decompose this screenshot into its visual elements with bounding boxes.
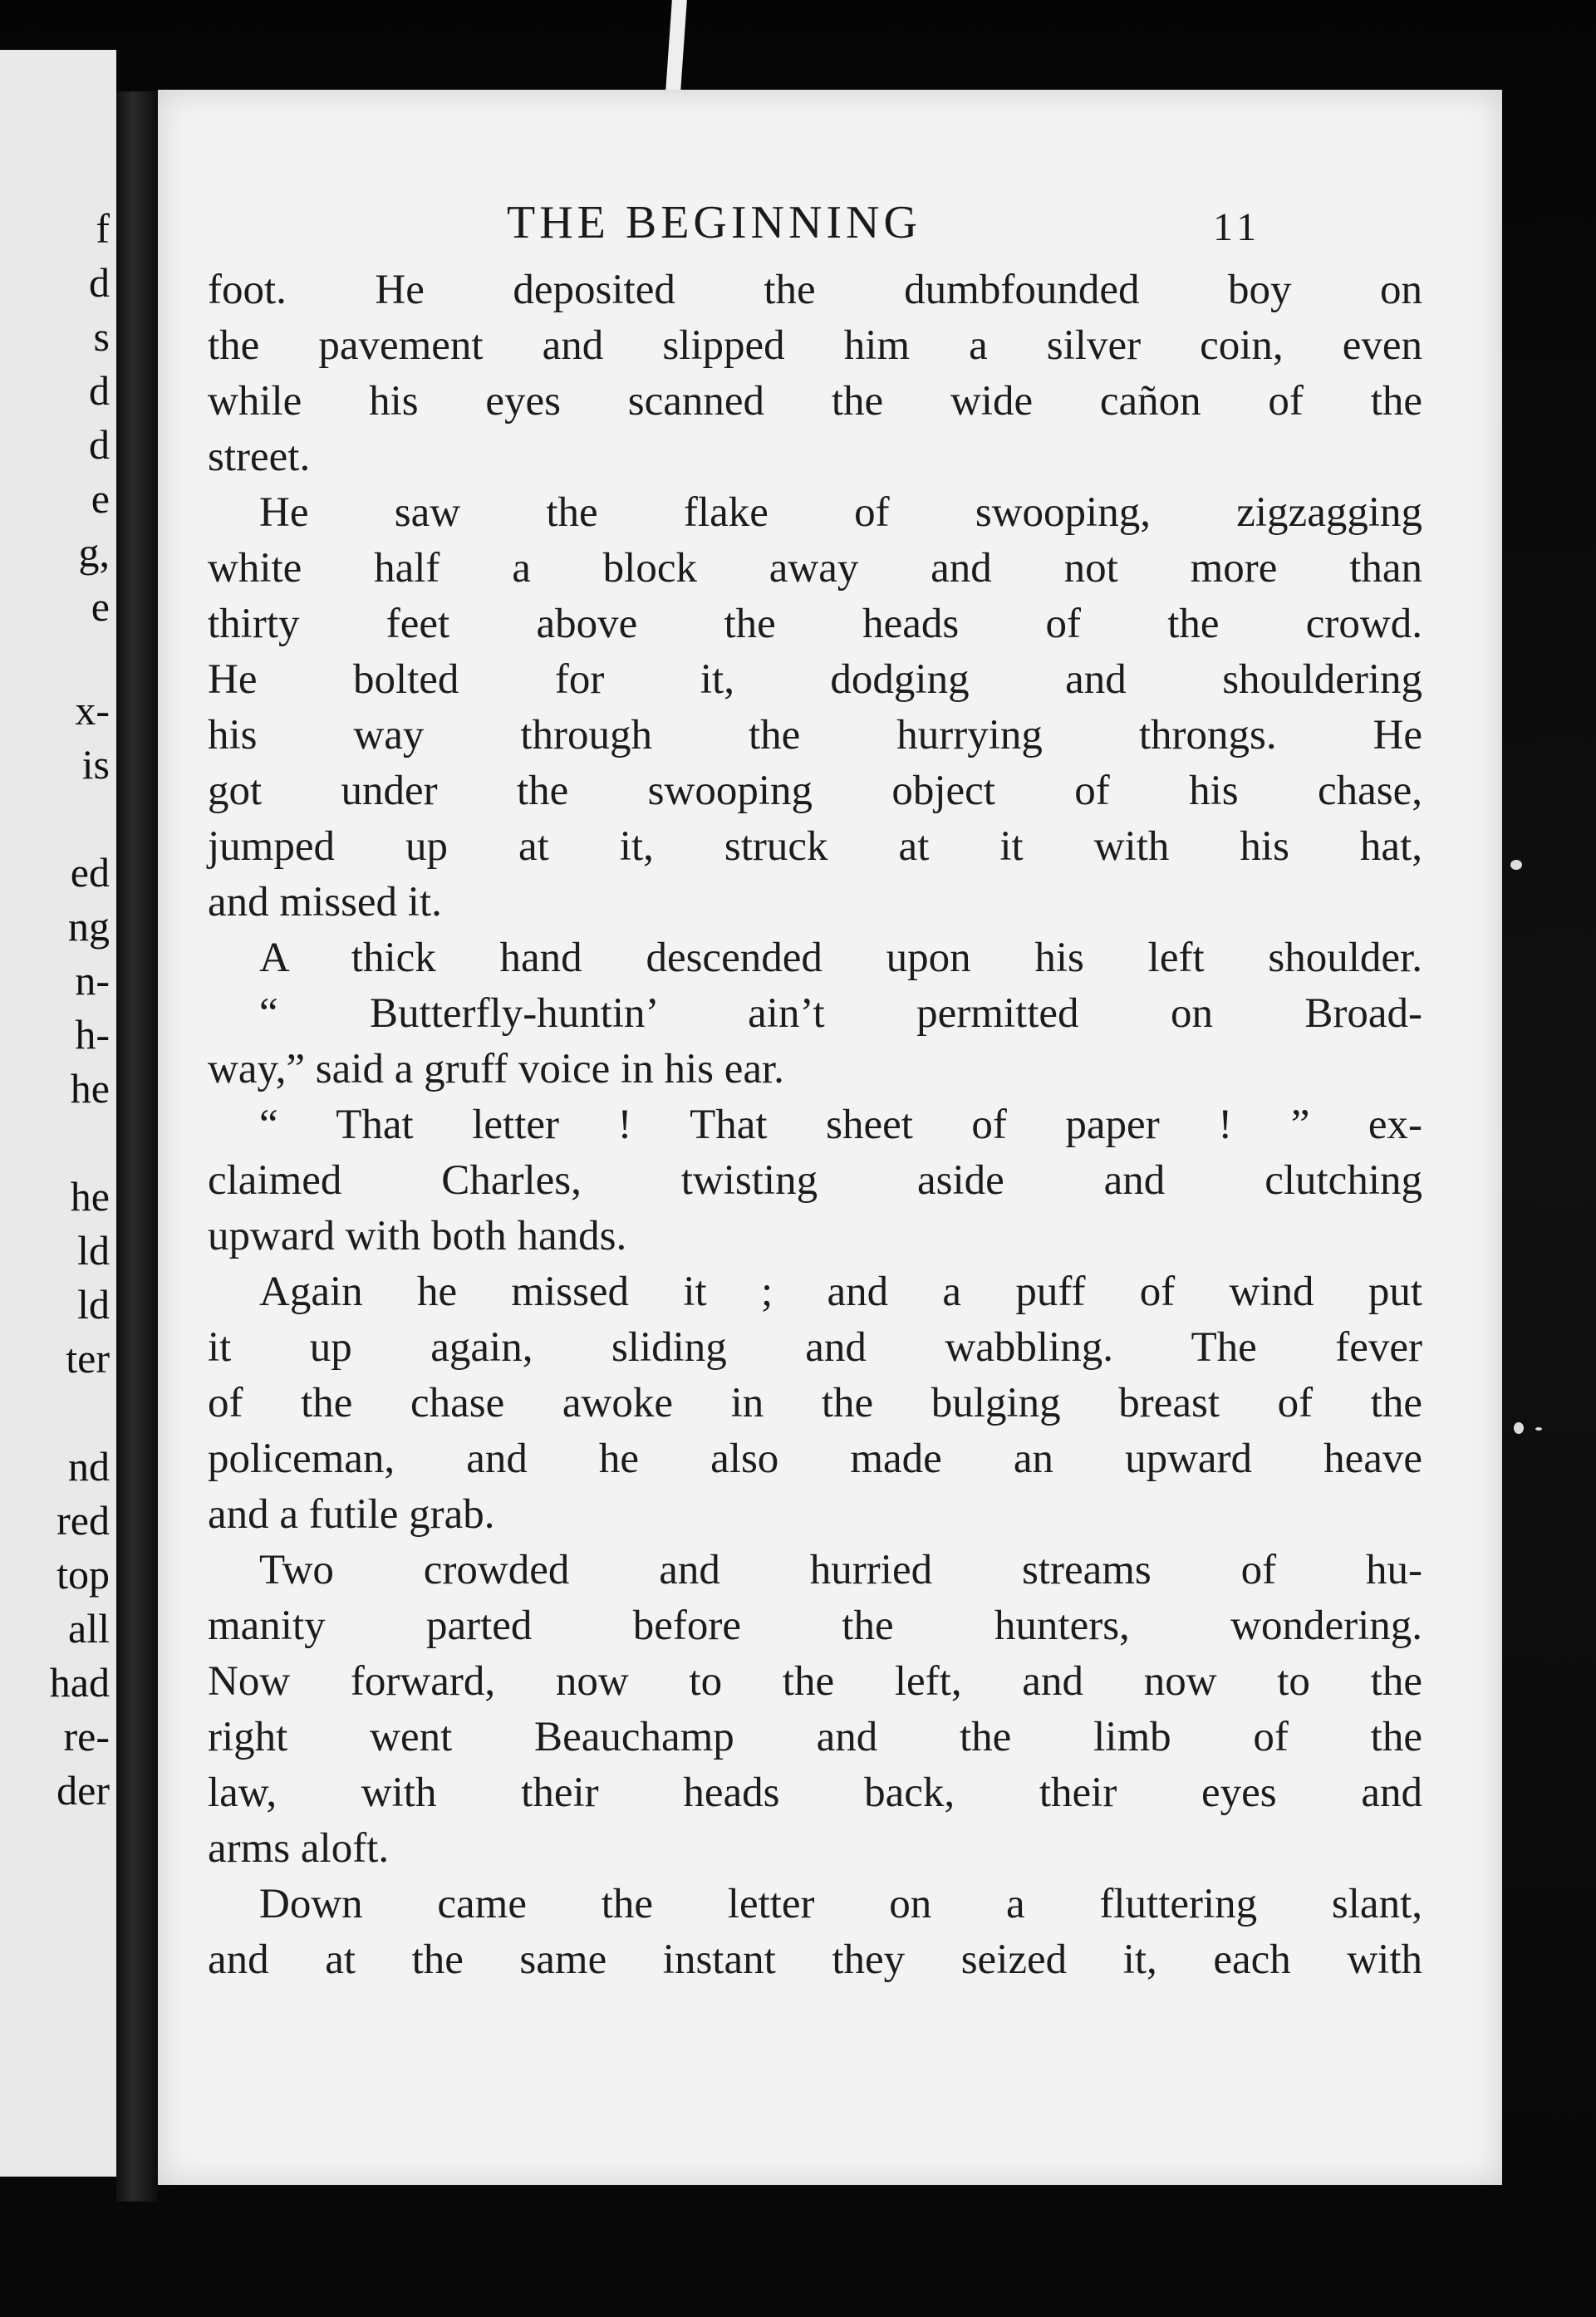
text-line: white half a block away and not more than [208, 545, 1422, 592]
facing-page-fragment: f [96, 205, 110, 252]
text-line: right went Beauchamp and the limb of the [208, 1714, 1422, 1760]
facing-page-fragment: ed [70, 849, 110, 896]
facing-page-fragment: e [91, 475, 110, 522]
text-line: way,” said a gruff voice in his ear. [208, 1046, 784, 1092]
text-line: upward with both hands. [208, 1213, 627, 1259]
facing-page-fragment: he [70, 1065, 110, 1112]
text-line: claimed Charles, twisting aside and clutching [208, 1157, 1422, 1204]
text-line: and missed it. [208, 879, 442, 925]
text-line: his way through the hurrying throngs. He [208, 712, 1422, 758]
facing-page-fragment: top [56, 1551, 110, 1598]
text-line: He saw the flake of swooping, zigzagging [259, 489, 1422, 536]
facing-page-fragment: ld [77, 1281, 110, 1328]
facing-page-left [0, 50, 116, 2177]
text-line: it up again, sliding and wabbling. The fever [208, 1324, 1422, 1371]
text-line: law, with their heads back, their eyes and [208, 1770, 1422, 1816]
text-line: of the chase awoke in the bulging breast of the [208, 1380, 1422, 1426]
running-head-title: THE BEGINNING [507, 197, 921, 248]
facing-page-fragment: nd [68, 1443, 110, 1490]
text-line: arms aloft. [208, 1825, 390, 1872]
text-line: “ Butterfly-huntin’ ain’t permitted on Broad- [259, 990, 1422, 1037]
facing-page-fragment: x- [75, 687, 110, 734]
facing-page-fragment: red [56, 1497, 110, 1544]
text-line: foot. He deposited the dumbfounded boy on [208, 267, 1422, 313]
text-line: Again he missed it ; and a puff of wind put [259, 1269, 1422, 1315]
text-line: thirty feet above the heads of the crowd. [208, 601, 1422, 647]
dust-speck [1510, 860, 1522, 870]
facing-page-fragment: n- [75, 957, 110, 1004]
text-line: street. [208, 434, 311, 480]
facing-page-fragment: ng [68, 903, 110, 950]
text-line: He bolted for it, dodging and shouldering [208, 656, 1422, 703]
text-line: got under the swooping object of his chase, [208, 768, 1422, 814]
text-line: and a futile grab. [208, 1491, 495, 1538]
body-text [208, 263, 1422, 1988]
facing-page-fragment: d [89, 421, 110, 468]
text-line: A thick hand descended upon his left shoulder. [259, 935, 1422, 981]
dust-speck [1535, 1427, 1542, 1431]
facing-page-fragment: ter [66, 1335, 110, 1382]
text-line: Down came the letter on a fluttering slant, [259, 1881, 1422, 1927]
facing-page-fragment: he [70, 1173, 110, 1220]
text-line: and at the same instant they seized it, each with [208, 1937, 1422, 1983]
facing-page-fragment: d [89, 259, 110, 306]
facing-page-fragment: d [89, 367, 110, 414]
text-line: the pavement and slipped him a silver coin, even [208, 322, 1422, 369]
facing-page-fragment: h- [75, 1011, 110, 1058]
facing-page-fragment: all [68, 1605, 110, 1652]
running-head [158, 196, 1502, 263]
facing-page-fragment: e [91, 583, 110, 630]
text-line: “ That letter ! That sheet of paper ! ” ex- [259, 1102, 1422, 1148]
book-spine [116, 91, 158, 2202]
facing-page-fragment: der [56, 1767, 110, 1814]
page-number: 11 [1213, 205, 1262, 249]
text-line: policeman, and he also made an upward heave [208, 1436, 1422, 1482]
facing-page-fragment: is [81, 741, 110, 788]
text-line: jumped up at it, struck at it with his hat, [208, 823, 1422, 870]
facing-page-fragment: ld [77, 1227, 110, 1274]
text-line: manity parted before the hunters, wondering. [208, 1603, 1422, 1649]
text-line: Two crowded and hurried streams of hu- [259, 1547, 1422, 1593]
facing-page-fragment: re- [63, 1713, 110, 1760]
text-line: while his eyes scanned the wide cañon of the [208, 378, 1422, 425]
facing-page-fragment: had [49, 1659, 110, 1706]
scan-bottom-edge [0, 2210, 1596, 2317]
text-line: Now forward, now to the left, and now to the [208, 1658, 1422, 1705]
facing-page-fragment: g, [78, 529, 110, 576]
dust-speck [1514, 1422, 1524, 1434]
facing-page-fragment: s [93, 313, 110, 360]
book-page [158, 90, 1502, 2185]
